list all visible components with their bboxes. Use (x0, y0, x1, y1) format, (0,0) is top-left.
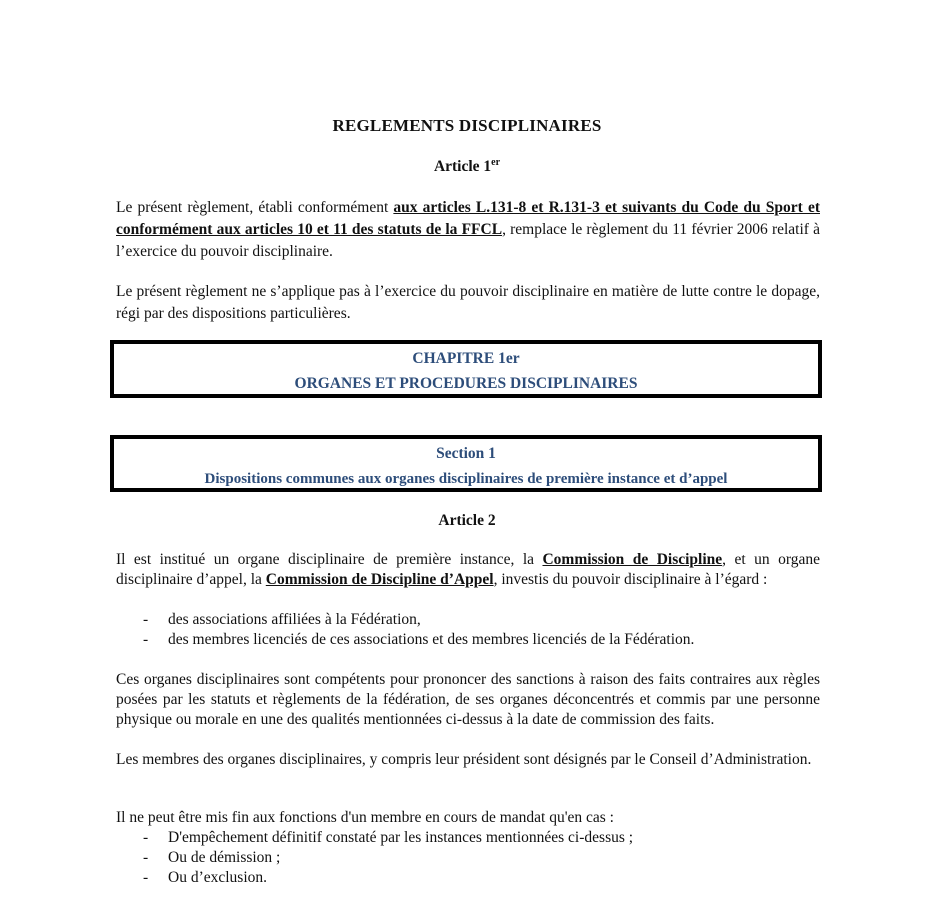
p1-text-after: , remplace le règlement du 11 février 2006 relatif à l’exercice du pouvoir disciplinaire. (116, 221, 820, 260)
article-1-paragraph-1 (116, 197, 820, 263)
article-2-heading: Article 2 (438, 512, 496, 529)
bodies-list (143, 610, 694, 650)
chapter-box (110, 340, 822, 398)
list-item (143, 630, 694, 650)
list-item (143, 868, 633, 888)
list-item-text: Ou d’exclusion. (168, 869, 268, 886)
p1a-text: Il est institué un organe disciplinaire de première instance, la (116, 551, 543, 568)
dash-bullet: - (143, 631, 149, 648)
list-item (143, 848, 633, 868)
p1c-text: , investis du pouvoir disciplinaire à l’égard : (493, 571, 768, 588)
dash-bullet: - (143, 849, 149, 866)
dash-bullet: - (143, 611, 149, 628)
list-item (143, 828, 633, 848)
article-2-paragraph-3: Les membres des organes disciplinaires, y compris leur président sont désignés par le Conseil d’Administration. (116, 751, 812, 768)
list-item-text: des associations affiliées à la Fédération, (168, 611, 421, 628)
document-title: REGLEMENTS DISCIPLINAIRES (332, 116, 602, 135)
chapter-subtitle: ORGANES ET PROCEDURES DISCIPLINAIRES (294, 375, 638, 392)
article-1-paragraph-2: Le présent règlement ne s’applique pas à l’exercice du pouvoir disciplinaire en matière de lutte contre le dopage, régi par des dispositions particulières. (116, 283, 820, 322)
list-item (143, 610, 694, 630)
article-1-heading-sup: er (491, 156, 501, 168)
commission-discipline: Commission de Discipline (542, 551, 723, 568)
article-2-paragraph-2: Ces organes disciplinaires sont compétents pour prononcer des sanctions à raison des faits contraires aux règles posées par les statuts et règlements de la fédération, de ses organes déconcentrés et commis par une personne physique ou morale en une des qualités mentionnées ci-dessus à la date de commission des faits. (116, 671, 820, 728)
article-1-heading (0, 158, 934, 176)
chapter-title: CHAPITRE 1er (412, 350, 520, 367)
section-title: Section 1 (436, 445, 496, 462)
article-2-paragraph-1 (116, 550, 820, 590)
dash-bullet: - (143, 869, 149, 886)
list-item-text: D'empêchement définitif constaté par les instances mentionnées ci-dessus ; (168, 829, 634, 846)
section-box (110, 435, 822, 492)
p1-text-before: Le présent règlement, établi conformément (116, 199, 394, 216)
termination-list (143, 828, 633, 888)
legal-reference: aux articles L.131-8 et R.131-3 et suivants du Code du Sport et conformément aux articles 10 et 11 des statuts de la FFCL (116, 199, 820, 238)
article-2-paragraph-4: Il ne peut être mis fin aux fonctions d'un membre en cours de mandat qu'en cas : (116, 809, 614, 826)
dash-bullet: - (143, 829, 149, 846)
list-item-text: Ou de démission ; (168, 849, 281, 866)
article-1-heading-text: Article 1 (433, 158, 492, 175)
list-item-text: des membres licenciés de ces associations et des membres licenciés de la Fédération. (168, 631, 695, 648)
section-subtitle: Dispositions communes aux organes disciplinaires de première instance et d’appel (204, 471, 728, 487)
p1b-text: , et un organe disciplinaire d’appel, la (116, 551, 821, 588)
commission-appel: Commission de Discipline d’Appel (265, 571, 494, 588)
